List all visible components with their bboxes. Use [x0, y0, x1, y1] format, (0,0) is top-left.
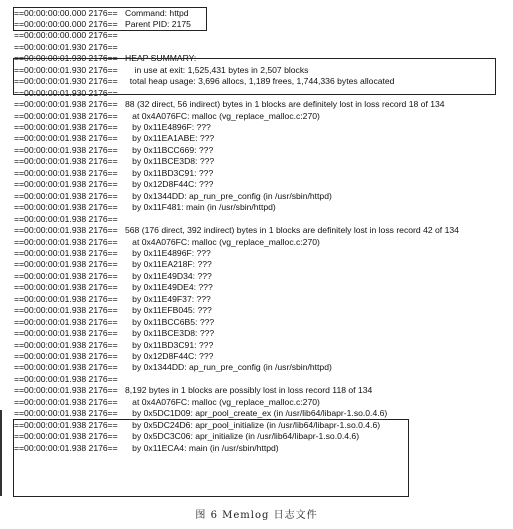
log-prefix: ==00:00:00:01.938 2176==: [14, 225, 118, 236]
figure-caption: 图 6 Memlog 日志文件: [195, 510, 318, 521]
log-message: by 0x11BCE3D8: ???: [125, 156, 215, 167]
log-line: [0, 351, 513, 362]
log-line: [0, 111, 513, 122]
log-line: [0, 99, 513, 110]
log-message: by 0x11BCC669: ???: [125, 144, 214, 155]
log-message: by 0x11E4896F: ???: [125, 247, 211, 258]
log-prefix: ==00:00:00:01.938 2176==: [14, 213, 118, 224]
log-line: [0, 385, 513, 396]
log-message: by 0x11ECA4: main (in /usr/sbin/httpd): [125, 442, 279, 453]
log-message: by 0x11BD3C91: ???: [125, 167, 214, 178]
log-line: [0, 53, 513, 64]
log-message: HEAP SUMMARY:: [125, 53, 197, 64]
log-prefix: ==00:00:00:01.938 2176==: [14, 247, 118, 258]
log-prefix: ==00:00:00:01.938 2176==: [14, 110, 118, 121]
log-prefix: ==00:00:00:01.938 2176==: [14, 179, 118, 190]
margin-bar: [0, 410, 2, 496]
log-line: [0, 225, 513, 236]
log-message: 88 (32 direct, 56 indirect) bytes in 1 blocks are definitely lost in loss record 18 of 134: [125, 99, 445, 110]
log-prefix: ==00:00:00:00.000 2176==: [14, 18, 118, 29]
log-line: [0, 76, 513, 87]
log-message: by 0x5DC24D6: apr_pool_initialize (in /usr/lib64/libapr-1.so.0.4.6): [125, 419, 381, 430]
log-prefix: ==00:00:00:01.938 2176==: [14, 385, 118, 396]
log-line: [0, 374, 513, 385]
log-message: by 0x11BCE3D8: ???: [125, 328, 215, 339]
log-message: by 0x5DC3C06: apr_initialize (in /usr/lib64/libapr-1.so.0.4.6): [125, 431, 360, 442]
log-message: by 0x11BCC6B5: ???: [125, 316, 215, 327]
log-message: by 0x1344DD: ap_run_pre_config (in /usr/sbin/httpd): [125, 362, 332, 373]
log-prefix: ==00:00:00:01.938 2176==: [14, 190, 118, 201]
log-line: [0, 145, 513, 156]
log-line: [0, 122, 513, 133]
log-prefix: ==00:00:00:01.930 2176==: [14, 87, 118, 98]
log-message: by 0x11E49F37: ???: [125, 293, 211, 304]
log-line: [0, 248, 513, 259]
log-message: by 0x11F481: main (in /usr/sbin/httpd): [125, 202, 276, 213]
log-prefix: ==00:00:00:01.930 2176==: [14, 41, 118, 52]
log-line: [0, 328, 513, 339]
log-prefix: ==00:00:00:01.938 2176==: [14, 236, 118, 247]
log-message: Parent PID: 2175: [125, 18, 191, 29]
log-message: by 0x11EA218F: ???: [125, 259, 212, 270]
log-message: by 0x12D8F44C: ???: [125, 179, 214, 190]
log-prefix: ==00:00:00:01.938 2176==: [14, 99, 118, 110]
log-line: [0, 282, 513, 293]
log-line: [0, 237, 513, 248]
log-prefix: ==00:00:00:01.938 2176==: [14, 156, 118, 167]
log-line: [0, 8, 513, 19]
log-message: by 0x5DC1D09: apr_pool_create_ex (in /usr/lib64/libapr-1.so.0.4.6): [125, 408, 388, 419]
log-message: total heap usage: 3,696 allocs, 1,189 frees, 1,744,336 bytes allocated: [125, 76, 395, 87]
log-line: [0, 19, 513, 30]
log-prefix: ==00:00:00:01.938 2176==: [14, 293, 118, 304]
log-line: [0, 443, 513, 454]
log-prefix: ==00:00:00:01.938 2176==: [14, 419, 118, 430]
log-prefix: ==00:00:00:01.930 2176==: [14, 76, 118, 87]
log-line: [0, 214, 513, 225]
log-prefix: ==00:00:00:01.938 2176==: [14, 442, 118, 453]
log-line: [0, 202, 513, 213]
log-message: at 0x4A076FC: malloc (vg_replace_malloc.c:270): [125, 110, 320, 121]
log-prefix: ==00:00:00:01.938 2176==: [14, 362, 118, 373]
log-message: by 0x11E4896F: ???: [125, 122, 211, 132]
log-line: [0, 408, 513, 419]
log-prefix: ==00:00:00:01.938 2176==: [14, 339, 118, 350]
log-prefix: ==00:00:00:01.938 2176==: [14, 144, 118, 155]
log-line: [0, 305, 513, 316]
log-prefix: ==00:00:00:01.930 2176==: [14, 53, 118, 64]
log-message: at 0x4A076FC: malloc (vg_replace_malloc.c:270): [125, 396, 320, 407]
log-prefix: ==00:00:00:01.938 2176==: [14, 351, 118, 361]
log-message: by 0x12D8F44C: ???: [125, 351, 214, 361]
log-message: by 0x11E49D34: ???: [125, 270, 212, 281]
log-line: [0, 397, 513, 408]
log-prefix: ==00:00:00:01.938 2176==: [14, 270, 118, 281]
log-prefix: ==00:00:00:01.938 2176==: [14, 408, 118, 419]
log-line: [0, 317, 513, 328]
log-message: at 0x4A076FC: malloc (vg_replace_malloc.c:270): [125, 236, 320, 247]
log-prefix: ==00:00:00:01.938 2176==: [14, 328, 118, 339]
log-prefix: ==00:00:00:01.938 2176==: [14, 167, 118, 178]
log-message: by 0x11E49DE4: ???: [125, 282, 213, 293]
log-line: [0, 179, 513, 190]
log-line: [0, 42, 513, 53]
log-line: [0, 168, 513, 179]
log-prefix: ==00:00:00:01.938 2176==: [14, 305, 118, 316]
log-line: [0, 191, 513, 202]
log-line: [0, 294, 513, 305]
log-message: by 0x11BD3C91: ???: [125, 339, 214, 350]
log-prefix: ==00:00:00:00.000 2176==: [14, 7, 118, 18]
log-message: 568 (176 direct, 392 indirect) bytes in 1 blocks are definitely lost in loss record 42 of 134: [125, 225, 459, 236]
log-prefix: ==00:00:00:01.930 2176==: [14, 64, 118, 75]
log-prefix: ==00:00:00:01.938 2176==: [14, 431, 118, 442]
log-line: [0, 65, 513, 76]
log-message: 8,192 bytes in 1 blocks are possibly lost in loss record 118 of 134: [125, 385, 373, 396]
log-prefix: ==00:00:00:01.938 2176==: [14, 122, 118, 132]
log-line: [0, 133, 513, 144]
log-prefix: ==00:00:00:00.000 2176==: [14, 30, 118, 41]
log-line: [0, 30, 513, 41]
log-line: [0, 340, 513, 351]
log-prefix: ==00:00:00:01.938 2176==: [14, 133, 118, 144]
log-prefix: ==00:00:00:01.938 2176==: [14, 282, 118, 293]
log-line: [0, 362, 513, 373]
log-prefix: ==00:00:00:01.938 2176==: [14, 259, 118, 270]
log-message: in use at exit: 1,525,431 bytes in 2,507 blocks: [125, 64, 309, 75]
log-prefix: ==00:00:00:01.938 2176==: [14, 373, 118, 384]
log-message: by 0x11EA1ABE: ???: [125, 133, 215, 144]
log-prefix: ==00:00:00:01.938 2176==: [14, 316, 118, 327]
log-prefix: ==00:00:00:01.938 2176==: [14, 202, 118, 213]
log-line: [0, 271, 513, 282]
log-line: [0, 259, 513, 270]
log-line: [0, 88, 513, 99]
log-line: [0, 420, 513, 431]
log-message: by 0x11EFB045: ???: [125, 305, 212, 316]
log-prefix: ==00:00:00:01.938 2176==: [14, 396, 118, 407]
log-message: Command: httpd: [125, 7, 189, 18]
log-line: [0, 431, 513, 442]
log-message: by 0x1344DD: ap_run_pre_config (in /usr/sbin/httpd): [125, 190, 332, 201]
log-line: [0, 156, 513, 167]
